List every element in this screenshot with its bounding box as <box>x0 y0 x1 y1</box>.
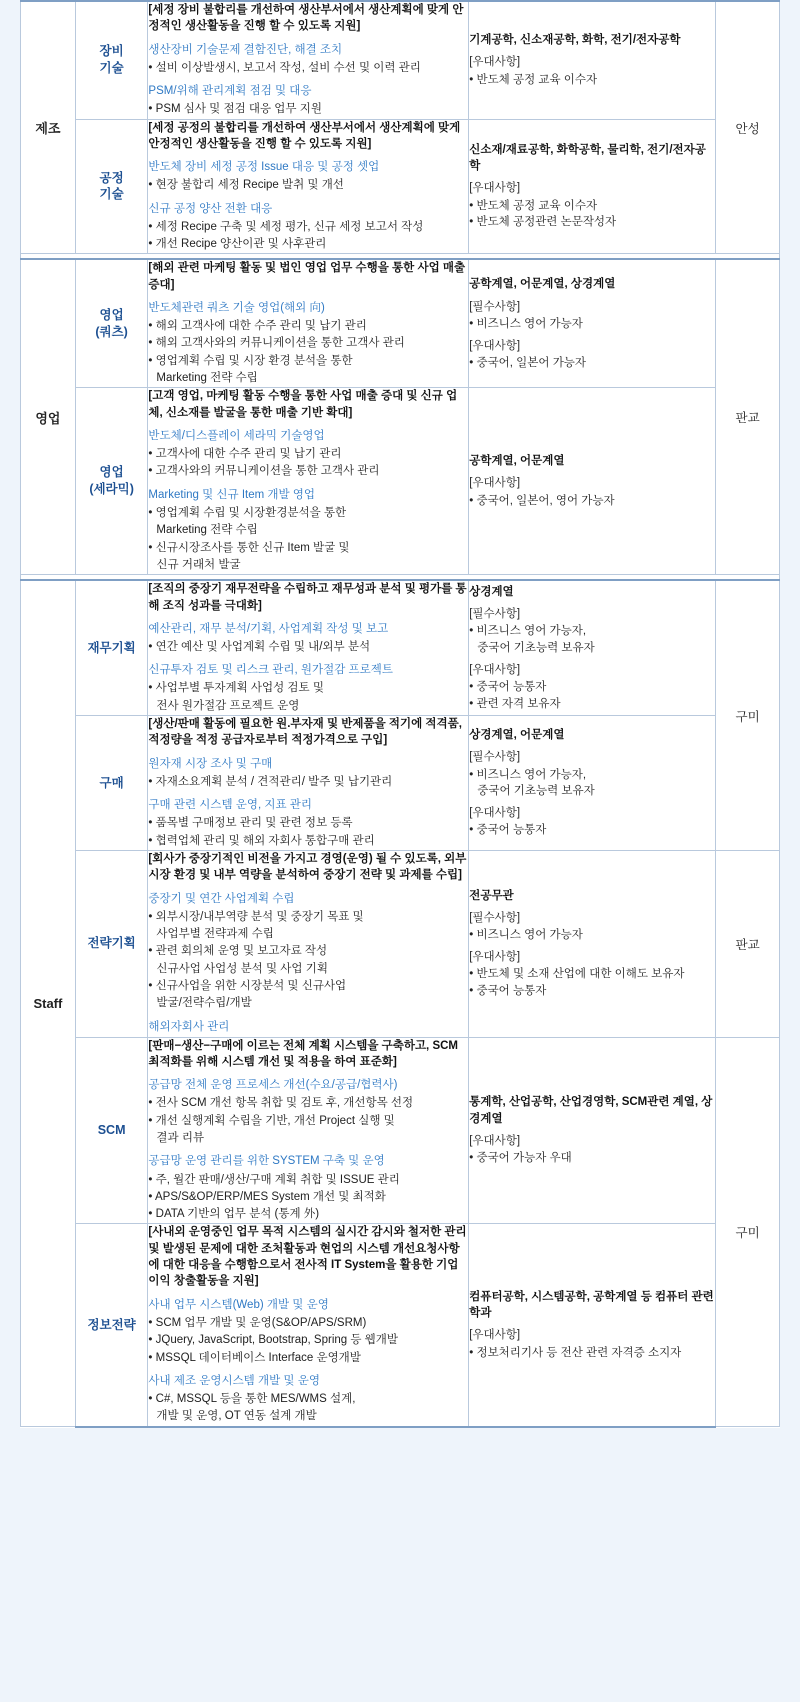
duty-item: • 영업계획 수립 및 시장환경분석을 통한 <box>148 506 347 519</box>
team-label: 정보전략 <box>87 1317 136 1332</box>
qualification-major: 상경계열 <box>469 585 514 598</box>
duty-item-list <box>148 1172 468 1223</box>
duty-subhead: 반도체관련 쿼츠 기술 영업(해외 向) <box>148 301 325 314</box>
duty-headline: [해외 관련 마케팅 활동 및 법인 영업 업무 수행을 통한 사업 매출 증대] <box>148 262 466 291</box>
duty-item: • 전사 SCM 개선 항목 취합 및 검토 후, 개선항목 선정 <box>148 1097 414 1110</box>
duty-item: 신규 거래처 발굴 <box>156 558 241 571</box>
qualification-cell <box>469 1224 716 1427</box>
table-row <box>21 119 780 254</box>
duty-item: 전사 원가절감 프로젝트 운영 <box>156 699 300 712</box>
qualification-list <box>469 966 715 999</box>
qualification-list <box>469 822 715 839</box>
qualification-item: • 비즈니스 영어 가능자 <box>469 929 583 942</box>
qualification-list <box>469 1345 715 1362</box>
qualification-group <box>469 54 715 88</box>
duty-item: • SCM 업무 개발 및 운영(S&OP/APS/SRM) <box>148 1316 367 1329</box>
qualification-cell <box>469 1 716 119</box>
duty-item: Marketing 전략 수립 <box>156 524 258 537</box>
duty-item: • 설비 이상발생시, 보고서 작성, 설비 수선 및 이력 관리 <box>148 61 421 74</box>
duty-item: Marketing 전략 수립 <box>156 372 258 385</box>
duty-subhead: 원자재 시장 조사 및 구매 <box>148 757 273 770</box>
qualification-group <box>469 1133 715 1167</box>
team-cell <box>75 580 148 715</box>
duty-headline: [세정 공정의 불합리를 개선하여 생산부서에서 생산계획에 맞게 안정적인 생산활동을 진행 할 수 있도록 지원] <box>148 121 461 150</box>
duty-headline: [사내외 운영중인 업무 목적 시스템의 실시간 감시와 철저한 관리 및 발생된 문제에 대한 조처활동과 현업의 시스템 개선요청사항에 대한 대응을 수행함으로서 전사적 IT System을 활용한 기업이익 창출활동을 지원] <box>148 1226 467 1288</box>
location-label: 안성 <box>735 121 760 136</box>
location-label: 판교 <box>735 937 760 952</box>
qualification-list <box>469 679 715 712</box>
table-row <box>21 1224 780 1427</box>
duty-item-list <box>148 446 468 480</box>
qualification-group <box>469 338 715 372</box>
duty-item-list <box>148 101 468 117</box>
qualification-group <box>469 606 715 657</box>
qualification-cell <box>469 580 716 715</box>
duty-item-list <box>148 1315 468 1366</box>
location-label: 구미 <box>735 709 760 724</box>
duty-item: • 연간 예산 및 사업계획 수립 및 내/외부 분석 <box>148 640 371 653</box>
duty-item: • PSM 심사 및 점검 대응 업무 지원 <box>148 103 322 116</box>
duty-cell <box>148 1037 469 1224</box>
duty-cell <box>148 716 469 851</box>
duty-item: • DATA 기반의 업무 분석 (통계 外) <box>148 1208 320 1221</box>
duty-cell <box>148 259 469 388</box>
duty-item-list <box>148 1391 468 1425</box>
duty-subhead: 사내 업무 시스템(Web) 개발 및 운영 <box>148 1298 329 1311</box>
table-row <box>21 388 780 575</box>
team-cell <box>75 119 148 254</box>
division-cell <box>21 259 76 574</box>
duty-subhead: 구매 관련 시스템 운영, 지표 관리 <box>148 799 313 812</box>
qualification-list <box>469 493 715 510</box>
duty-item: • 고객사에 대한 수주 관리 및 납기 관리 <box>148 448 342 461</box>
duty-item: • 세정 Recipe 구축 및 세정 평가, 신규 세정 보고서 작성 <box>148 220 424 233</box>
duty-headline: [고객 영업, 마케팅 활동 수행을 통한 사업 매출 증대 및 신규 업체, 신소재를 발굴을 통한 매출 기반 확대] <box>148 390 458 419</box>
qualification-item: • 반도체 공정 교육 이수자 <box>469 73 598 86</box>
division-label: 제조 <box>35 121 61 137</box>
table-row <box>21 850 780 1037</box>
duty-item: • 외부시장/내부역량 분석 및 중장기 목표 및 <box>148 910 364 923</box>
team-label: 구매 <box>99 775 124 790</box>
location-cell <box>716 259 780 574</box>
table-row <box>21 1 780 119</box>
qualification-cell <box>469 119 716 254</box>
qualification-label: [우대사항] <box>469 1134 521 1147</box>
qualification-list <box>469 72 715 89</box>
qualification-cell <box>469 716 716 851</box>
qualification-group <box>469 180 715 231</box>
duty-item-list <box>148 505 468 573</box>
duty-item: • 현장 불합리 세정 Recipe 발취 및 개선 <box>148 179 344 192</box>
qualification-label: [필수사항] <box>469 912 521 925</box>
duty-subhead: PSM/위해 관리계획 점검 및 대응 <box>148 85 312 98</box>
team-label: 장비 기술 <box>99 44 124 76</box>
duty-item-list <box>148 219 468 253</box>
qualification-list <box>469 355 715 372</box>
team-label: 영업 (쿼츠) <box>95 307 128 339</box>
location-cell <box>716 1 780 254</box>
location-cell <box>716 850 780 1037</box>
duty-item: • 품목별 구매정보 관리 및 관련 정보 등록 <box>148 817 353 830</box>
qualification-label: [우대사항] <box>469 1329 521 1342</box>
duty-item: • 관련 회의체 운영 및 보고자료 작성 <box>148 945 328 958</box>
duty-headline: [생산/판매 활동에 필요한 원.부자재 및 반제품을 적기에 적격품, 적정량을 적정 공급자로부터 적정가격으로 구입] <box>148 718 462 747</box>
qualification-item: 중국어 기초능력 보유자 <box>477 785 595 798</box>
duty-item-list <box>148 177 468 193</box>
duty-cell <box>148 850 469 1037</box>
table-row <box>21 259 780 388</box>
qualification-label: [우대사항] <box>469 663 521 676</box>
qualification-item: • 반도체 공정관련 논문작성자 <box>469 216 617 229</box>
qualification-group <box>469 299 715 333</box>
qualification-list <box>469 623 715 656</box>
duty-subhead: 예산관리, 재무 분석/기획, 사업계획 작성 및 보고 <box>148 622 389 635</box>
qualification-label: [우대사항] <box>469 951 521 964</box>
duty-item-list <box>148 815 468 849</box>
qualification-label: [우대사항] <box>469 477 521 490</box>
duty-subhead: 사내 제조 운영시스템 개발 및 운영 <box>148 1374 320 1387</box>
qualification-item: • 반도체 공정 교육 이수자 <box>469 199 598 212</box>
duty-item-list <box>148 680 468 714</box>
duty-item: 결과 리뷰 <box>156 1132 205 1145</box>
duty-item: • 협력업체 관리 및 해외 자회사 통합구매 관리 <box>148 834 375 847</box>
duty-cell <box>148 1 469 119</box>
duty-item-list <box>148 639 468 655</box>
duty-cell <box>148 1224 469 1427</box>
team-label: 공정 기술 <box>99 170 124 202</box>
qualification-major: 공학계열, 어문계열, 상경계열 <box>469 278 616 291</box>
team-label: SCM <box>97 1123 126 1138</box>
duty-item-list <box>148 774 468 790</box>
duty-subhead: 반도체/디스플레이 세라믹 기술영업 <box>148 430 325 443</box>
duty-subhead: 신규투자 검토 및 리스크 관리, 원가절감 프로젝트 <box>148 664 393 677</box>
location-label: 구미 <box>735 1225 760 1240</box>
qualification-item: • 중국어 가능자 우대 <box>469 1152 572 1165</box>
duty-item: • 개선 실행계획 수립을 기반, 개선 Project 실행 및 <box>148 1114 395 1127</box>
qualification-item: • 중국어 능통자 <box>469 824 547 837</box>
division-label: 영업 <box>35 410 61 426</box>
qualification-label: [필수사항] <box>469 300 521 313</box>
table-row <box>21 716 780 851</box>
duty-item: 사업부별 전략과제 수립 <box>156 927 274 940</box>
duty-item: 신규사업 사업성 분석 및 사업 기획 <box>156 962 328 975</box>
qualification-list <box>469 198 715 231</box>
team-label: 재무기획 <box>87 640 136 655</box>
qualification-cell <box>469 850 716 1037</box>
qualification-item: • 반도체 및 소재 산업에 대한 이해도 보유자 <box>469 968 685 981</box>
qualification-label: [필수사항] <box>469 751 521 764</box>
duty-headline: [조직의 중장기 재무전략을 수립하고 재무성과 분석 및 평가를 통해 조직 성과를 극대화] <box>148 583 467 612</box>
duty-item: • 자재소요계획 분석 / 견적관리/ 발주 및 납기관리 <box>148 775 393 788</box>
qualification-label: [필수사항] <box>469 608 521 621</box>
qualification-major: 전공무관 <box>469 889 514 902</box>
duty-item: • 사업부별 투자계획 사업성 검토 및 <box>148 682 324 695</box>
qualification-major: 공학계열, 어문계열 <box>469 455 565 468</box>
team-cell <box>75 1 148 119</box>
qualification-group <box>469 805 715 839</box>
table-row <box>21 1037 780 1224</box>
qualification-item: • 정보처리기사 등 전산 관련 자격증 소지자 <box>469 1346 682 1359</box>
duty-headline: [판매−생산−구매에 이르는 전체 계획 시스템을 구축하고, SCM 최적화를 위해 시스템 개선 및 적용을 하여 표준화] <box>148 1039 458 1068</box>
table-row <box>21 580 780 715</box>
team-cell <box>75 1037 148 1224</box>
team-cell <box>75 259 148 388</box>
qualification-item: • 관련 자격 보유자 <box>469 697 561 710</box>
qualification-item: • 중국어, 일본어 가능자 <box>469 356 587 369</box>
duty-item: • MSSQL 데이터베이스 Interface 운영개발 <box>148 1351 361 1364</box>
qualification-group <box>469 1327 715 1361</box>
qualification-group <box>469 949 715 1000</box>
qualification-item: • 비즈니스 영어 가능자, <box>469 768 587 781</box>
duty-item-list <box>148 1095 468 1146</box>
qualification-list <box>469 767 715 800</box>
team-cell <box>75 1224 148 1427</box>
qualification-group <box>469 475 715 509</box>
duty-subhead: 공급망 전체 운영 프로세스 개선(수요/공급/협력사) <box>148 1079 398 1092</box>
division-cell <box>21 1 76 254</box>
team-cell <box>75 716 148 851</box>
qualification-cell <box>469 1037 716 1224</box>
duty-subhead: 중장기 및 연간 사업계획 수립 <box>148 892 295 905</box>
duty-item: • C#, MSSQL 등을 통한 MES/WMS 설계, <box>148 1392 356 1405</box>
duty-item: • 신규사업을 위한 시장분석 및 신규사업 <box>148 979 347 992</box>
qualification-major: 컴퓨터공학, 시스템공학, 공학계열 등 컴퓨터 관련 학과 <box>469 1290 714 1320</box>
qualification-item: • 비즈니스 영어 가능자 <box>469 317 583 330</box>
division-cell <box>21 580 76 1426</box>
duty-subhead: Marketing 및 신규 Item 개발 영업 <box>148 488 316 501</box>
duty-subhead: 공급망 운영 관리를 위한 SYSTEM 구축 및 운영 <box>148 1155 385 1168</box>
qualification-label: [우대사항] <box>469 339 521 352</box>
duty-cell <box>148 119 469 254</box>
duty-item: • 해외 고객사와의 커뮤니케이션을 통한 고객사 관리 <box>148 337 405 350</box>
qualification-group <box>469 662 715 713</box>
duty-subhead: 생산장비 기술문제 결함진단, 해결 조치 <box>148 43 343 56</box>
duty-cell <box>148 580 469 715</box>
duty-item: 발굴/전략수립/개발 <box>156 997 252 1010</box>
qualification-major: 통계학, 산업공학, 산업경영학, SCM관련 계열, 상경계열 <box>469 1096 713 1125</box>
duty-item-list <box>148 60 468 76</box>
location-cell <box>716 580 780 850</box>
qualification-label: [우대사항] <box>469 56 521 69</box>
duty-cell <box>148 388 469 575</box>
duty-item: • 개선 Recipe 양산이관 및 사후관리 <box>148 238 327 250</box>
qualification-item: • 중국어 능통자 <box>469 985 547 998</box>
qualification-list <box>469 316 715 333</box>
team-cell <box>75 850 148 1037</box>
qualification-item: • 비즈니스 영어 가능자, <box>469 625 587 638</box>
table-body <box>21 1 780 1427</box>
qualification-major: 신소재/재료공학, 화학공학, 물리학, 전기/전자공학 <box>469 143 706 173</box>
division-label: Staff <box>33 996 63 1012</box>
recruitment-table <box>20 0 780 1428</box>
qualification-major: 상경계열, 어문계열 <box>469 728 565 741</box>
qualification-group <box>469 749 715 800</box>
team-cell <box>75 388 148 575</box>
duty-subhead: 신규 공정 양산 전환 대응 <box>148 202 273 215</box>
qualification-group <box>469 910 715 944</box>
qualification-cell <box>469 388 716 575</box>
qualification-list <box>469 1150 715 1167</box>
qualification-item: 중국어 기초능력 보유자 <box>477 642 595 655</box>
qualification-label: [우대사항] <box>469 182 521 195</box>
team-label: 전략기획 <box>87 936 136 951</box>
duty-item: • 주, 월간 판매/생산/구매 계획 취합 및 ISSUE 관리 <box>148 1173 400 1186</box>
duty-item: 개발 및 운영, OT 연동 설계 개발 <box>156 1410 317 1423</box>
qualification-item: • 중국어, 일본어, 영어 가능자 <box>469 494 615 507</box>
duty-item: • 해외 고객사에 대한 수주 관리 및 납기 관리 <box>148 320 367 333</box>
qualification-cell <box>469 259 716 388</box>
qualification-label: [우대사항] <box>469 806 521 819</box>
duty-item-list <box>148 909 468 1012</box>
qualification-item: • 중국어 능통자 <box>469 681 547 694</box>
duty-item: • APS/S&OP/ERP/MES System 개선 및 최적화 <box>148 1190 386 1203</box>
duty-headline: [세정 장비 불합리를 개선하여 생산부서에서 생산계획에 맞게 안정적인 생산활동을 진행 할 수 있도록 지원] <box>148 4 464 33</box>
duty-subhead: 해외자회사 관리 <box>148 1020 230 1033</box>
duty-item-list <box>148 318 468 386</box>
team-label: 영업 (세라믹) <box>89 465 134 497</box>
location-label: 판교 <box>735 411 760 426</box>
duty-subhead: 반도체 장비 세정 공정 Issue 대응 및 공정 셋업 <box>148 161 380 174</box>
qualification-major: 기계공학, 신소재공학, 화학, 전기/전자공학 <box>469 34 681 47</box>
duty-item: • 신규시장조사를 통한 신규 Item 발굴 및 <box>148 541 350 554</box>
duty-headline: [회사가 중장기적인 비전을 가지고 경영(운영) 될 수 있도록, 외부 시장 환경 및 내부 역량을 분석하여 중장기 전략 및 과제를 수립] <box>148 852 467 882</box>
duty-item: • 고객사와의 커뮤니케이션을 통한 고객사 관리 <box>148 465 380 478</box>
qualification-list <box>469 927 715 944</box>
duty-item: • 영업계획 수립 및 시장 환경 분석을 통한 <box>148 354 353 367</box>
location-cell <box>716 1037 780 1426</box>
duty-item: • JQuery, JavaScript, Bootstrap, Spring 등 웹개발 <box>148 1334 399 1347</box>
